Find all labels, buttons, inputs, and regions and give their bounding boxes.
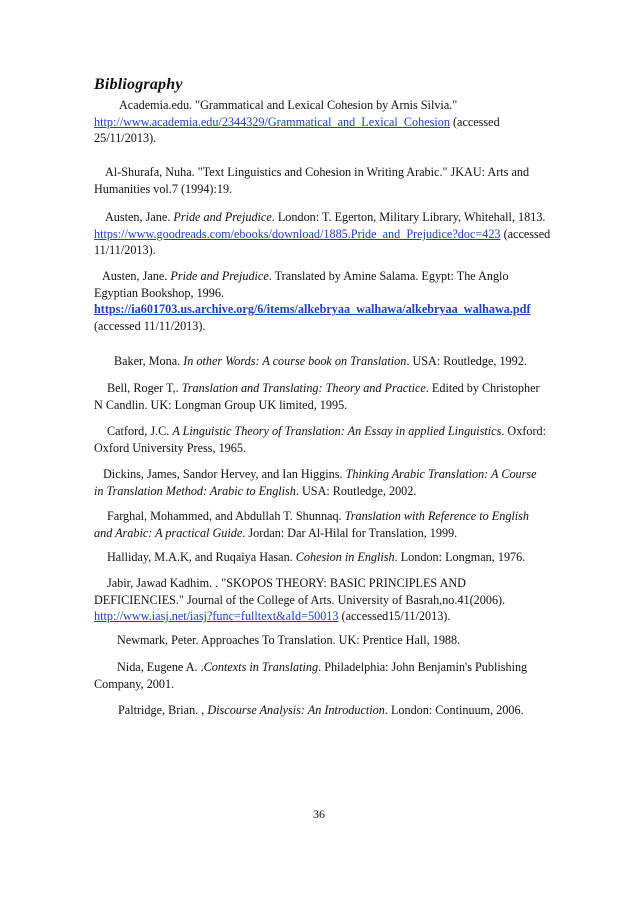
book-title: Discourse Analysis: An Introduction: [207, 703, 385, 717]
entry-line: [94, 353, 549, 370]
entry-text: Nida, Eugene A. .: [117, 660, 204, 674]
entry-text: . Edited by Christopher: [425, 381, 540, 395]
entry-line: [94, 659, 549, 676]
entry-line: [94, 508, 549, 525]
bibliography-entry-dickins: [94, 466, 549, 499]
entry-line: [94, 466, 549, 483]
entry-text: (accessed: [500, 226, 551, 241]
entry-text: . Translated by Amine Salama. Egypt: The Anglo: [268, 269, 509, 283]
book-title: Translation and Translating: Theory and Practice: [181, 381, 426, 395]
book-title: In other Words: A course book on Translation: [183, 354, 407, 368]
entry-line: [94, 549, 549, 566]
entry-text: Academia.edu. "Grammatical and Lexical Cohesion by Arnis Silvia.": [119, 98, 458, 112]
entry-text: Newmark, Peter. Approaches To Translation. UK: Prentice Hall, 1988.: [117, 633, 461, 647]
entry-text: Catford, J.C.: [107, 424, 173, 438]
bibliography-entry-catford: [94, 423, 549, 456]
book-title: Translation with Reference to English: [344, 509, 530, 523]
entry-text: Bell, Roger T,.: [107, 381, 182, 395]
bibliography-entry-austen-1996: [94, 268, 549, 335]
entry-text: Dickins, James, Sandor Hervey, and Ian Higgins.: [103, 467, 346, 481]
entry-text: Austen, Jane.: [102, 269, 171, 283]
bibliography-entry-baker: [94, 353, 549, 370]
reference-link[interactable]: https://ia601703.us.archive.org/6/items/alkebryaa_walhawa/alkebryaa_walhawa.pdf: [94, 302, 531, 317]
reference-link[interactable]: http://www.iasj.net/iasj?func=fulltext&aId=50013: [94, 609, 339, 624]
bibliography-entry-nida: [94, 659, 549, 692]
entry-text: . Philadelphia: John Benjamin's Publishing: [318, 660, 528, 674]
entry-text: 11/11/2013).: [94, 243, 156, 258]
entry-text: Baker, Mona.: [114, 354, 184, 368]
entry-text: Austen, Jane.: [105, 210, 174, 224]
entry-text: (accessed: [449, 114, 500, 129]
book-title: and Arabic: A practical Guide: [94, 525, 243, 540]
entry-text: 25/11/2013).: [94, 131, 157, 146]
entry-text: . Oxford:: [501, 424, 547, 438]
entry-text: N Candlin. UK: Longman Group UK limited, 1995.: [94, 397, 348, 412]
page-number: 36: [313, 807, 325, 821]
entry-url-line: [94, 226, 549, 243]
bibliography-entry-austen-1813: [94, 209, 549, 259]
entry-line: [94, 483, 549, 500]
bibliography-entry-academia: [94, 97, 549, 147]
entry-text: . USA: Routledge, 2002.: [295, 483, 417, 498]
entry-text: Company, 2001.: [94, 676, 175, 691]
entry-text: Humanities vol.7 (1994):19.: [94, 181, 233, 196]
entry-text: . London: Longman, 1976.: [394, 550, 526, 564]
bibliography-entry-paltridge: [94, 702, 549, 719]
book-title: Contexts in Translating: [203, 660, 319, 674]
bibliography-entry-halliday: [94, 549, 549, 566]
entry-text: Oxford University Press, 1965.: [94, 440, 246, 455]
book-title: Pride and Prejudice: [170, 269, 269, 283]
bibliography-entry-farghal: [94, 508, 549, 541]
entry-text: . London: Continuum, 2006.: [384, 703, 524, 717]
entry-text: Farghal, Mohammed, and Abdullah T. Shunnaq.: [107, 509, 345, 523]
entry-text: (accessed 11/11/2013).: [94, 319, 206, 334]
entry-text: Paltridge, Brian. ,: [118, 703, 208, 717]
entry-line: [94, 423, 549, 440]
page-title: Bibliography: [94, 76, 183, 93]
entry-text: Halliday, M.A.K, and Ruqaiya Hasan.: [107, 550, 296, 564]
book-title: A Linguistic Theory of Translation: An Essay in applied Linguistics: [172, 424, 502, 438]
entry-text: (accessed15/11/2013).: [338, 609, 451, 624]
reference-link[interactable]: https://www.goodreads.com/ebooks/download/1885.Pride_and_Prejudice?doc=423: [94, 226, 501, 241]
entry-line: [94, 525, 549, 542]
book-title: Pride and Prejudice: [173, 210, 272, 224]
bibliography-entry-jabir: [94, 575, 549, 625]
entry-text: Al-Shurafa, Nuha. "Text Linguistics and Cohesion in Writing Arabic." JKAU: Arts and: [105, 165, 530, 179]
entry-line: [94, 380, 549, 397]
entry-line: [94, 702, 549, 719]
entry-url-line: [94, 608, 549, 625]
entry-text: Egyptian Bookshop, 1996.: [94, 285, 224, 300]
book-title: Thinking Arabic Translation: A Course: [345, 467, 537, 481]
entry-text: Jabir, Jawad Kadhim. . "SKOPOS THEORY: BASIC PRINCIPLES AND: [107, 576, 466, 590]
bibliography-entry-bell: [94, 380, 549, 413]
entry-text: . Jordan: Dar Al-Hilal for Translation, 1999.: [242, 525, 458, 540]
entry-text: . USA: Routledge, 1992.: [406, 354, 527, 368]
bibliography-entry-newmark: [94, 632, 549, 649]
entry-url-line: [94, 114, 549, 131]
entry-line: [94, 268, 549, 285]
entry-text: DEFICIENCIES." Journal of the College of Arts. University of Basrah,no.41(2006).: [94, 592, 506, 607]
book-title: in Translation Method: Arabic to English: [94, 483, 296, 498]
entry-text: . London: T. Egerton, Military Library, Whitehall, 1813.: [271, 210, 546, 224]
bibliography-entry-alshurafa: [94, 164, 549, 197]
entry-line: [94, 209, 549, 226]
book-title: Cohesion in English: [295, 550, 395, 564]
reference-link[interactable]: http://www.academia.edu/2344329/Grammatical_and_Lexical_Cohesion: [94, 114, 450, 129]
